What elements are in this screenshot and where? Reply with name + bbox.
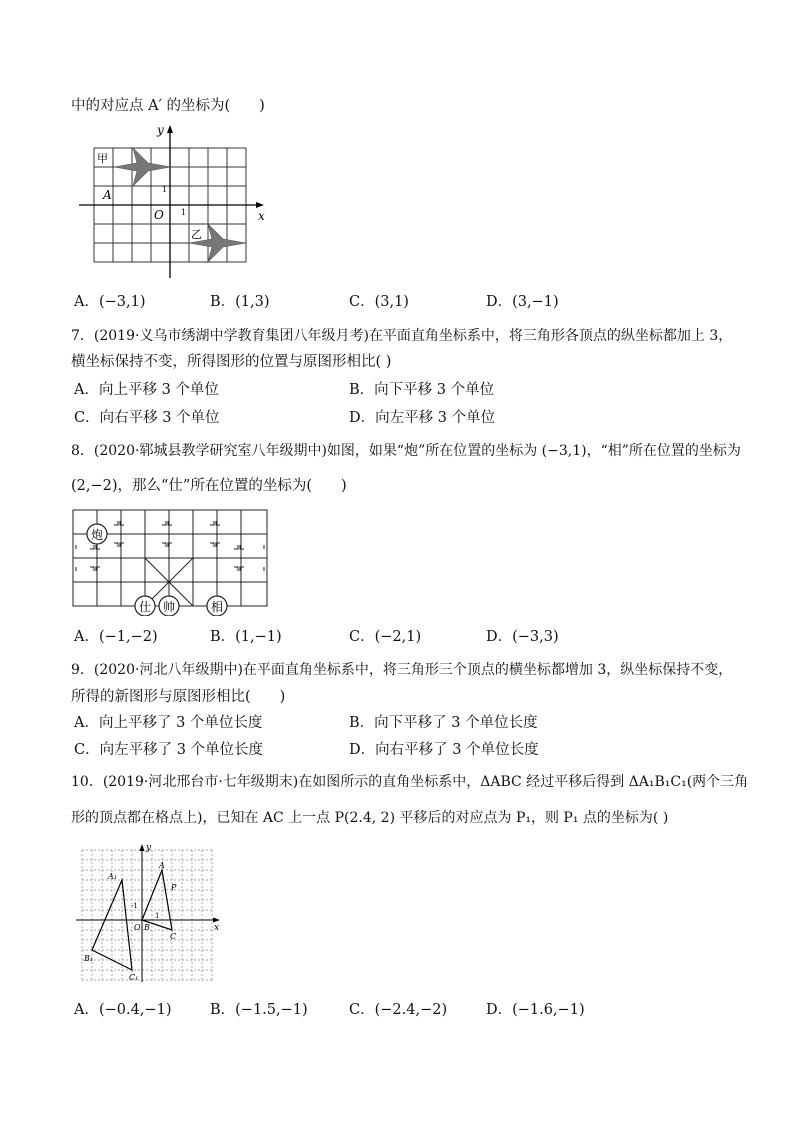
- q9-option-b[interactable]: B．向下平移了 3 个单位长度: [349, 715, 538, 731]
- q8-label-shi: 仕: [138, 600, 152, 614]
- q7-option-a[interactable]: A．向上平移 3 个单位: [74, 382, 219, 398]
- q6-star-jia: [114, 148, 171, 186]
- q10-option-b[interactable]: B．(−1.5,−1): [210, 1002, 308, 1018]
- q8-board-grid: [73, 510, 267, 606]
- q10-label-C1: C₁: [129, 973, 139, 982]
- q6-grid-figure: [74, 120, 274, 282]
- q10-label-y: y: [146, 843, 152, 853]
- q6-label-yi: 乙: [191, 228, 202, 241]
- q6-label-A: A: [103, 188, 112, 202]
- q6-label-y: y: [157, 123, 164, 137]
- q8-label-pao: 炮: [90, 528, 104, 542]
- q7-option-b[interactable]: B．向下平移 3 个单位: [349, 382, 495, 398]
- q6-label-one-y: 1: [162, 185, 168, 194]
- q10-option-d[interactable]: D．(−1.6,−1): [486, 1002, 585, 1018]
- q10-y-arrow-icon: [140, 844, 145, 851]
- q10-x-arrow-icon: [213, 918, 220, 923]
- q9-stem-line2: 所得的新图形与原图形相比( ): [71, 689, 286, 705]
- q7-option-c[interactable]: C．向右平移 3 个单位: [74, 410, 220, 426]
- q10-grid-figure: [76, 842, 226, 984]
- q6-label-jia: 甲: [97, 152, 108, 165]
- q10-stem-line1: 10．(2019·河北邢台市·七年级期末)在如图所示的直角坐标系中，ΔABC 经过平移后得到 ΔA₁B₁C₁(两个三角: [71, 774, 749, 790]
- q6-option-a[interactable]: A．(−3,1): [74, 294, 146, 310]
- q10-option-a[interactable]: A．(−0.4,−1): [74, 1002, 172, 1018]
- q8-option-c[interactable]: C．(−2,1): [349, 629, 422, 645]
- q8-option-a[interactable]: A．(−1,−2): [74, 629, 158, 645]
- q10-label-one: 1: [155, 912, 160, 920]
- q10-label-O: O: [134, 923, 141, 932]
- q9-option-d[interactable]: D．向右平移了 3 个单位长度: [349, 742, 539, 758]
- q10-triangle-a1b1c1: [92, 880, 132, 970]
- q6-option-d[interactable]: D．(3,−1): [486, 294, 559, 310]
- q6-label-O: O: [154, 208, 164, 222]
- q8-chessboard-figure: [70, 506, 274, 616]
- q6-y-arrow-icon: [167, 125, 173, 133]
- q10-label-P: P: [171, 883, 177, 892]
- q9-option-a[interactable]: A．向上平移了 3 个单位长度: [74, 715, 263, 731]
- q10-label-A: A: [159, 861, 165, 870]
- q8-label-shuai: 帅: [162, 600, 176, 614]
- q8-option-b[interactable]: B．(1,−1): [210, 629, 282, 645]
- q7-stem-line2: 横坐标保持不变，所得图形的位置与原图形相比( ): [71, 354, 392, 370]
- q9-stem-line1: 9．(2020·河北八年级期中)在平面直角坐标系中，将三角形三个顶点的横坐标都增加 3，纵坐标保持不变，: [71, 662, 733, 678]
- q10-label-x: x: [214, 923, 220, 933]
- q8-option-d[interactable]: D．(−3,3): [486, 629, 559, 645]
- q10-option-c[interactable]: C．(−2.4,−2): [349, 1002, 448, 1018]
- q6-option-b[interactable]: B．(1,3): [210, 294, 270, 310]
- q6-label-x: x: [258, 209, 265, 223]
- q8-stem-line1: 8．(2020·郓城县教学研究室八年级期中)如图，如果“炮”所在位置的坐标为 (−3,1)，“相”所在位置的坐标为: [71, 443, 741, 459]
- q7-stem-line1: 7．(2019·义乌市绣湖中学教育集团八年级月考)在平面直角坐标系中，将三角形各顶点的纵坐标都加上 3，: [71, 328, 733, 344]
- q6-stem-tail: 中的对应点 A′ 的坐标为( ): [71, 98, 265, 114]
- q6-option-c[interactable]: C．(3,1): [349, 294, 409, 310]
- q6-x-arrow-icon: [256, 202, 264, 208]
- q10-label-C: C: [170, 932, 177, 941]
- q7-option-d[interactable]: D．向左平移 3 个单位: [349, 410, 496, 426]
- q6-label-one-x: 1: [181, 208, 187, 217]
- q10-stem-line2: 形的顶点都在格点上)，已知在 AC 上一点 P(2.4, 2) 平移后的对应点为 P₁，则 P₁ 点的坐标为( ): [71, 810, 669, 826]
- q8-label-xiang: 相: [210, 600, 224, 614]
- q10-label-A1: A₁: [108, 872, 117, 881]
- q10-label-neg1: -1: [131, 902, 138, 910]
- q8-stem-line2: (2,−2)，那么“仕”所在位置的坐标为( ): [71, 478, 347, 494]
- q10-label-B: B: [144, 923, 150, 932]
- q9-option-c[interactable]: C．向左平移了 3 个单位长度: [74, 742, 264, 758]
- q10-dashed-grid: [82, 850, 212, 980]
- q10-label-B1: B₁: [84, 954, 94, 963]
